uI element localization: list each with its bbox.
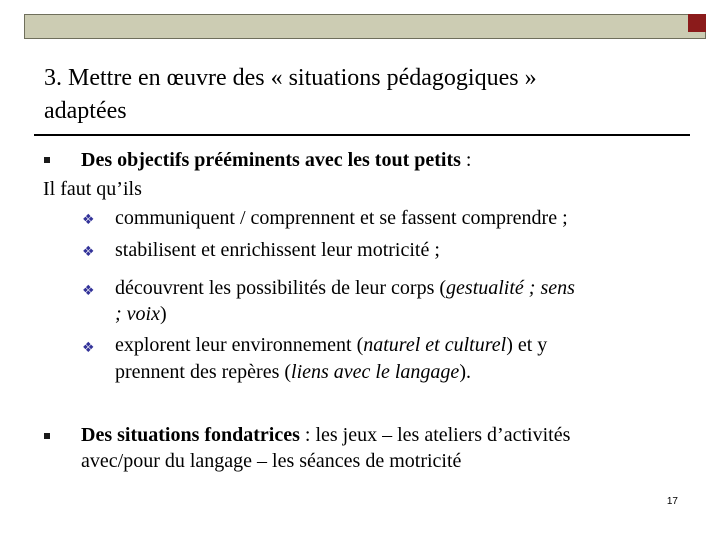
diamond-bullet-icon: ❖ xyxy=(82,244,95,260)
list-item-3-close: ) xyxy=(159,303,167,325)
list-item-3-line-1 xyxy=(115,276,575,301)
section1-heading xyxy=(81,148,471,173)
section1-heading-rest: : xyxy=(460,149,472,171)
list-item-1: communiquent / comprennent et se fassent comprendre ; xyxy=(115,207,568,229)
list-item-3-text: découvrent les possibilités de leur corps ( xyxy=(115,277,447,299)
list-item-3-line-2 xyxy=(115,302,167,327)
section1-heading-bold: Des objectifs prééminents avec les tout petits xyxy=(81,149,461,171)
title-divider xyxy=(34,134,690,136)
section2-line-2: avec/pour du langage – les séances de motricité xyxy=(81,450,462,472)
diamond-bullet-icon: ❖ xyxy=(82,340,95,356)
list-item-4-text-4: ). xyxy=(459,361,471,383)
list-item-4-italic-2: liens avec le langage xyxy=(291,361,460,383)
section2-heading-bold: Des situations fondatrices xyxy=(81,424,300,446)
list-item-4-line-2 xyxy=(115,360,471,385)
square-bullet-icon xyxy=(44,157,50,163)
page-number: 17 xyxy=(666,496,678,507)
list-item-4-text-2: ) et y xyxy=(506,334,548,356)
section1-intro: Il faut qu’ils xyxy=(43,178,142,200)
list-item-2: stabilisent et enrichissent leur motricité ; xyxy=(115,239,440,261)
diamond-bullet-icon: ❖ xyxy=(82,283,95,299)
list-item-4-text-1: explorent leur environnement ( xyxy=(115,334,364,356)
list-item-4-text-3: prennent des repères ( xyxy=(115,361,292,383)
list-item-3-italic-2: ; voix xyxy=(115,303,160,325)
section2-line-1 xyxy=(81,423,570,448)
list-item-4-line-1 xyxy=(115,333,547,358)
section2-line-1-rest: : les jeux – les ateliers d’activités xyxy=(299,424,571,446)
title-line-2: adaptées xyxy=(44,98,127,124)
list-item-3-italic-1: gestualité ; sens xyxy=(446,277,575,299)
title-line-1: 3. Mettre en œuvre des « situations pédagogiques » xyxy=(44,65,537,91)
square-bullet-icon xyxy=(44,433,50,439)
header-bar xyxy=(24,14,706,39)
list-item-4-italic-1: naturel et culturel xyxy=(363,334,507,356)
diamond-bullet-icon: ❖ xyxy=(82,212,95,228)
corner-accent xyxy=(688,14,706,32)
slide-title xyxy=(44,62,684,128)
